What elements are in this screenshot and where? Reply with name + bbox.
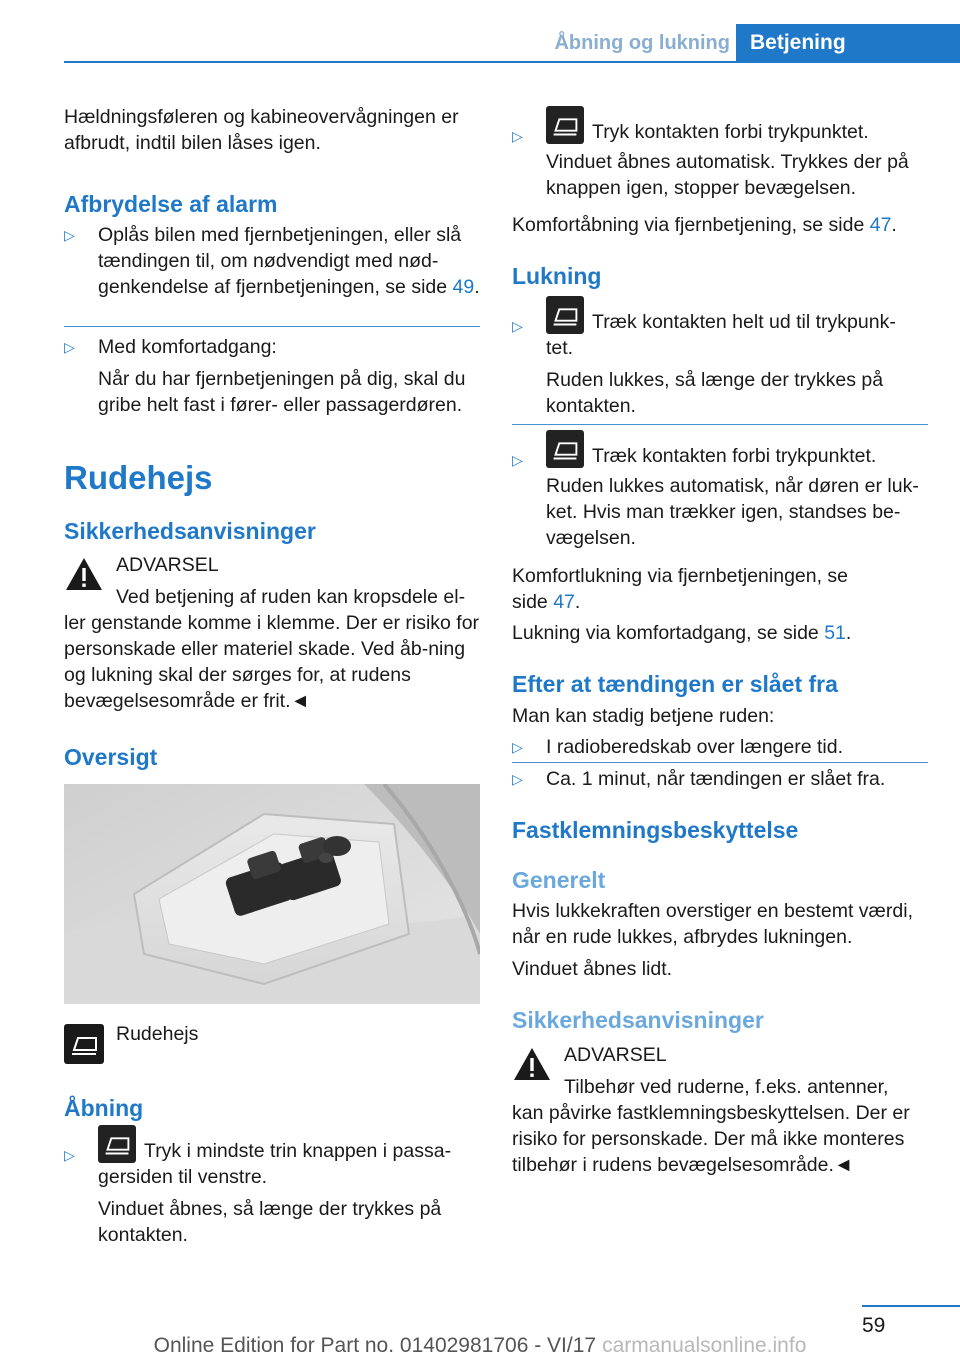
warning-text-first: Ved betjening af ruden kan kropsdele el- [116, 586, 466, 608]
watermark: carmanualsonline.info [602, 1334, 807, 1357]
page-link[interactable]: 47 [553, 591, 575, 613]
list-item [512, 734, 928, 762]
general-text-2: Vinduet åbnes lidt. [512, 958, 673, 980]
list-item-text: Tryk kontakten forbi trykpunktet. [592, 121, 869, 143]
list-item-text-cont: gersiden til venstre. [98, 1166, 268, 1188]
list-item-text: Træk kontakten forbi trykpunktet. [592, 445, 877, 467]
alarm-heading: Afbrydelse af alarm [64, 191, 278, 217]
list-item [512, 106, 928, 206]
list-item [512, 430, 928, 560]
section-title: Rudehejs [64, 459, 213, 496]
header-rule [64, 61, 960, 63]
warning-icon [512, 1046, 552, 1082]
warning-box [64, 552, 480, 722]
list-item-text: I radioberedskab over længere tid. [546, 736, 844, 758]
page-link[interactable]: 51 [824, 622, 846, 644]
bullet-triangle-icon: ▷ [512, 452, 523, 468]
list-item [64, 222, 480, 326]
warning-text-first: Tilbehør ved ruderne, f.eks. antenner, [564, 1076, 889, 1098]
list-item-text: Med komfortadgang: [98, 336, 277, 358]
list-item [512, 296, 928, 426]
window-switch-icon [64, 1024, 104, 1064]
general-heading: Generelt [512, 867, 606, 893]
ignition-heading: Efter at tændingen er slået fra [512, 671, 838, 697]
page-number: 59 [862, 1314, 886, 1337]
safety-heading-right: Sikkerhedsanvisninger [512, 1007, 764, 1033]
safety-heading: Sikkerhedsanvisninger [64, 518, 316, 544]
divider [512, 424, 928, 426]
bullet-triangle-icon: ▷ [512, 739, 523, 755]
comfort-close-text: Komfortlukning via fjernbetjeningen, se side 47. [512, 565, 849, 613]
list-item-text: Træk kontakten helt ud til trykpunk- [592, 311, 896, 333]
list-item-subtext: Når du har fjernbetjeningen på dig, skal du gribe helt fast i fører- eller passagerdøren. [98, 368, 466, 416]
header-section-title: Åbning og lukning [554, 32, 730, 54]
warning-label: ADVARSEL [116, 554, 219, 576]
intro-paragraph: Hældningsføleren og kabineovervågningen er afbrudt, indtil bilen låses igen. [64, 106, 459, 154]
list-item-text: Ca. 1 minut, når tændingen er slået fra. [546, 768, 886, 790]
list-item-text: Tryk i mindste trin knappen i passa- [144, 1140, 452, 1162]
bullet-triangle-icon: ▷ [64, 1147, 75, 1163]
list-item [64, 1125, 480, 1257]
comfort-access-text: Lukning via komfortadgang, se side 51. [512, 622, 852, 644]
header-chapter-tab[interactable]: Betjening [736, 24, 960, 62]
ignition-intro: Man kan stadig betjene ruden: [512, 705, 775, 727]
overview-heading: Oversigt [64, 744, 158, 770]
bullet-triangle-icon: ▷ [512, 318, 523, 334]
footer-edition: Online Edition for Part no. 01402981706 - VI/17 carmanualsonline.info [153, 1334, 807, 1357]
divider [512, 762, 928, 764]
page-link[interactable]: 47 [869, 214, 892, 236]
divider [64, 326, 480, 328]
warning-label: ADVARSEL [564, 1044, 667, 1066]
bullet-triangle-icon: ▷ [512, 128, 523, 144]
comfort-open-text: Komfortåbning via fjernbetjening, se side 47. [512, 214, 897, 236]
bullet-triangle-icon: ▷ [64, 339, 75, 355]
list-item-subtext: Ruden lukkes, så længe der trykkes på kontakten. [546, 369, 884, 417]
list-item-subtext: Vinduet åbnes automatisk. Trykkes der på knappen igen, stopper bevægelsen. [546, 151, 909, 199]
warning-box [512, 1042, 932, 1182]
warning-icon [64, 556, 104, 592]
footer-rule [862, 1305, 960, 1307]
warning-text: kan påvirke fastklemningsbeskyttelsen. Der er risiko for personskade. Der må ikke monteres tilbehør i rudens bevægelsesområde.◄ [512, 1102, 910, 1176]
closing-heading: Lukning [512, 263, 602, 289]
list-item-text: Oplås bilen med fjernbetjeningen, eller slå tændingen til, om nødvendigt med nød-genkendelse af fjernbetjeningen, se side 49. [98, 224, 480, 298]
pinch-heading: Fastklemningsbeskyttelse [512, 817, 799, 843]
opening-heading: Åbning [64, 1095, 144, 1121]
window-switch-icon [546, 296, 584, 334]
window-switch-icon [98, 1125, 136, 1163]
window-switch-icon [546, 430, 584, 468]
list-item [64, 334, 480, 424]
warning-text: ler genstande komme i klemme. Der er risiko for personskade eller materiel skade. Ved åb-ning og lukning skal der sørges for, at rudens bevægelsesområde er frit.◄ [64, 612, 480, 712]
list-item-text-cont: tet. [546, 337, 574, 359]
icon-caption: Rudehejs [116, 1023, 199, 1045]
window-switch-icon [546, 106, 584, 144]
bullet-triangle-icon: ▷ [64, 227, 75, 243]
bullet-triangle-icon: ▷ [512, 771, 523, 787]
list-item-subtext: Ruden lukkes automatisk, når døren er luk-ket. Hvis man trækker igen, standses be-vægelsen. [546, 475, 919, 549]
page-link[interactable]: 49 [452, 276, 475, 298]
list-item [512, 766, 928, 794]
window-switch-illustration [64, 784, 480, 1004]
list-item-subtext: Vinduet åbnes, så længe der trykkes på kontakten. [98, 1198, 442, 1246]
general-text: Hvis lukkekraften overstiger en bestemt værdi, når en rude lukkes, afbrydes lukningen. [512, 900, 913, 948]
door-panel-photo [64, 784, 480, 1004]
